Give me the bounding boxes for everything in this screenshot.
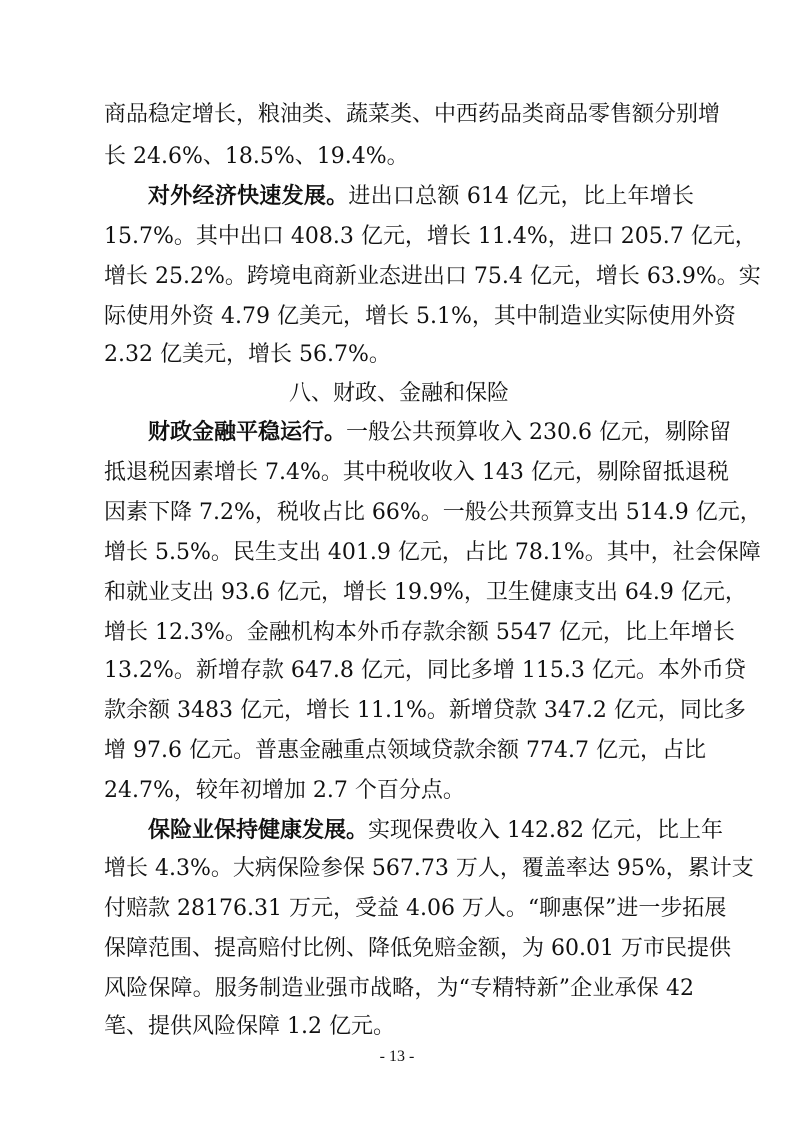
paragraph-line: 增 97.6 亿元。普惠金融重点领域贷款余额 774.7 亿元，占比	[104, 738, 706, 763]
paragraph-first-line	[148, 414, 731, 452]
paragraph-line: 24.7%，较年初增加 2.7 个百分点。	[104, 778, 465, 803]
paragraph-line-text: 进出口总额 614 亿元，比上年增长	[348, 184, 694, 209]
paragraph-line: 款余额 3483 亿元，增长 11.1%。新增贷款 347.2 亿元，同比多	[104, 698, 746, 723]
paragraph-line: 2.32 亿美元，增长 56.7%。	[104, 342, 391, 367]
paragraph-line: 长 24.6%、18.5%、19.4%。	[104, 144, 409, 169]
paragraph-line: 和就业支出 93.6 亿元，增长 19.9%，卫生健康支出 64.9 亿元，	[104, 580, 747, 605]
paragraph-line: 13.2%。新增存款 647.8 亿元，同比多增 115.3 亿元。本外币贷	[104, 658, 746, 683]
paragraph-line: 增长 4.3%。大病保险参保 567.73 万人，覆盖率达 95%，累计支	[104, 856, 754, 881]
page-number: - 13 -	[379, 1048, 415, 1065]
paragraph-line-text: 一般公共预算收入 230.6 亿元，剔除留	[346, 420, 731, 445]
paragraph-lead-heading: 对外经济快速发展。	[148, 184, 349, 209]
paragraph-line: 商品稳定增长，粮油类、蔬菜类、中西药品类商品零售额分别增	[104, 102, 721, 127]
paragraph-line: 抵退税因素增长 7.4%。其中税收收入 143 亿元，剔除留抵退税	[104, 460, 729, 485]
paragraph-line: 付赔款 28176.31 万元，受益 4.06 万人。“聊惠保”进一步拓展	[104, 896, 727, 921]
paragraph-line: 笔、提供风险保障 1.2 亿元。	[104, 1014, 395, 1039]
section-heading: 八、财政、金融和保险	[288, 381, 509, 406]
paragraph-line: 增长 12.3%。金融机构本外币存款余额 5547 亿元，比上年增长	[104, 620, 735, 645]
paragraph-lead-heading: 保险业保持健康发展。	[148, 818, 369, 843]
paragraph-lead-heading: 财政金融平稳运行。	[148, 420, 347, 445]
paragraph-first-line	[148, 178, 694, 216]
paragraph-line: 15.7%。其中出口 408.3 亿元，增长 11.4%，进口 205.7 亿元，	[104, 224, 757, 249]
paragraph-line: 际使用外资 4.79 亿美元，增长 5.1%，其中制造业实际使用外资	[104, 304, 736, 329]
paragraph-first-line	[148, 812, 723, 850]
paragraph-line: 增长 5.5%。民生支出 401.9 亿元，占比 78.1%。其中，社会保障	[104, 540, 761, 565]
paragraph-line: 增长 25.2%。跨境电商新业态进出口 75.4 亿元，增长 63.9%。实	[104, 264, 761, 289]
paragraph-line-text: 实现保费收入 142.82 亿元，比上年	[368, 818, 723, 843]
paragraph-line: 风险保障。服务制造业强市战略，为“专精特新”企业承保 42	[104, 976, 694, 1001]
paragraph-line: 保障范围、提高赔付比例、降低免赔金额，为 60.01 万市民提供	[104, 936, 731, 961]
paragraph-line: 因素下降 7.2%，税收占比 66%。一般公共预算支出 514.9 亿元，	[104, 500, 762, 525]
